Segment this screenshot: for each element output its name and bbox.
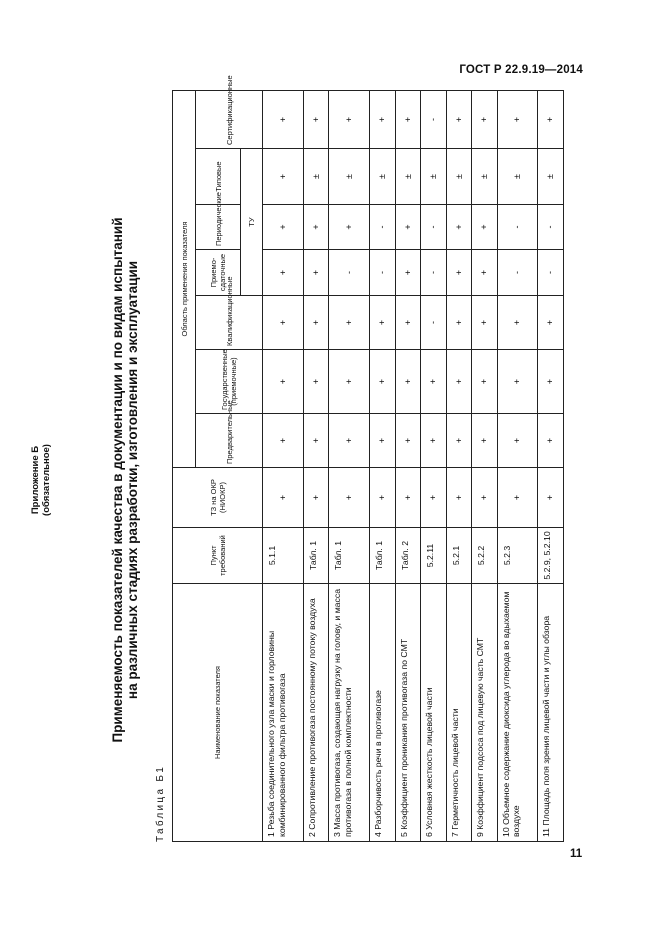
mark-certification: + (472, 90, 498, 148)
document-title-line-1: Применяемость показателей качества в документации и по видам испытаний (110, 217, 125, 743)
mark-acceptance: - (421, 250, 447, 296)
document-title-line-2: на различных стадиях разработки, изготовления и эксплуатации (125, 260, 140, 700)
mark-tz: + (395, 468, 421, 528)
header-application-area: Область применения показателя (173, 90, 196, 467)
mark-state: + (263, 350, 304, 414)
mark-tz: + (329, 468, 370, 528)
mark-periodic: + (303, 205, 329, 250)
mark-acceptance: - (329, 250, 370, 296)
mark-type: ± (329, 149, 370, 205)
clause-reference: 5.1.1 (263, 528, 304, 584)
page-header-standard: ГОСТ Р 22.9.19—2014 (459, 64, 583, 76)
table-row (263, 90, 304, 841)
table-row (538, 90, 564, 841)
header-preliminary: Предварительные (196, 414, 263, 468)
mark-preliminary: + (446, 414, 472, 468)
mark-state: + (421, 350, 447, 414)
mark-tz: + (263, 468, 304, 528)
table-row (446, 90, 472, 841)
mark-periodic: + (446, 205, 472, 250)
mark-qualification: - (421, 296, 447, 350)
mark-acceptance: + (395, 250, 421, 296)
indicator-name: 4 Разборчивость речи в противогазе (370, 584, 396, 842)
mark-qualification: + (497, 296, 538, 350)
mark-qualification: + (263, 296, 304, 350)
mark-acceptance: - (538, 250, 564, 296)
mark-preliminary: + (497, 414, 538, 468)
mark-acceptance: + (446, 250, 472, 296)
mark-type: ± (472, 149, 498, 205)
mark-preliminary: + (329, 414, 370, 468)
mark-type: ± (421, 149, 447, 205)
table-row (303, 90, 329, 841)
header-acceptance: Приемо-сдаточные (196, 250, 241, 296)
mark-periodic: - (421, 205, 447, 250)
clause-reference: 5.2.3 (497, 528, 538, 584)
mark-acceptance: + (263, 250, 304, 296)
landscape-content (30, 75, 590, 875)
header-indicator-name: Наименование показателя (173, 584, 263, 842)
mark-acceptance: - (497, 250, 538, 296)
mark-qualification: + (370, 296, 396, 350)
mark-certification: + (329, 90, 370, 148)
mark-tz: + (421, 468, 447, 528)
mark-qualification: + (395, 296, 421, 350)
table-row (472, 90, 498, 841)
mark-periodic: + (329, 205, 370, 250)
mark-periodic: + (395, 205, 421, 250)
header-tu: ТУ (241, 149, 263, 296)
mark-state: + (472, 350, 498, 414)
mark-type: ± (370, 149, 396, 205)
mark-certification: - (421, 90, 447, 148)
table-row (395, 90, 421, 841)
mark-qualification: + (538, 296, 564, 350)
mark-certification: + (497, 90, 538, 148)
mark-tz: + (370, 468, 396, 528)
page-number: 11 (570, 848, 583, 860)
indicator-name: 10 Объемное содержание диоксида углерода во вдыхаемом воздухе (497, 584, 538, 842)
mark-qualification: + (303, 296, 329, 350)
mark-type: ± (395, 149, 421, 205)
mark-tz: + (497, 468, 538, 528)
mark-periodic: + (263, 205, 304, 250)
mark-periodic: - (538, 205, 564, 250)
mark-tz: + (446, 468, 472, 528)
table-row (370, 90, 396, 841)
header-clause: Пункт требований (173, 528, 263, 584)
applicability-table (172, 75, 564, 842)
mark-qualification: + (446, 296, 472, 350)
mark-state: + (395, 350, 421, 414)
mark-tz: + (538, 468, 564, 528)
header-periodic: Периодические (196, 205, 241, 250)
mark-preliminary: + (472, 414, 498, 468)
mark-periodic: - (497, 205, 538, 250)
clause-reference: Табл. 1 (303, 528, 329, 584)
mark-tz: + (472, 468, 498, 528)
mark-preliminary: + (303, 414, 329, 468)
mark-certification: + (538, 90, 564, 148)
indicator-name: 3 Масса противогаза, создающая нагрузку на голову, и масса противогаза в полной комплектности (329, 584, 370, 842)
indicator-name: 5 Коэффициент проникания противогаза по СМТ (395, 584, 421, 842)
mark-periodic: + (472, 205, 498, 250)
mark-type: ± (538, 149, 564, 205)
mark-state: + (446, 350, 472, 414)
mark-acceptance: + (472, 250, 498, 296)
indicator-name: 11 Площадь поля зрения лицевой части и углы обзора (538, 584, 564, 842)
header-qualification: Квалификационные (196, 296, 263, 350)
clause-reference: Табл. 1 (370, 528, 396, 584)
header-tz: ТЗ на ОКР (НИОКР) (173, 468, 263, 528)
header-certification: Сертификационные (196, 90, 263, 148)
clause-reference: 5.2.2 (472, 528, 498, 584)
indicator-name: 6 Условная жесткость лицевой части (421, 584, 447, 842)
mark-certification: + (446, 90, 472, 148)
table-caption: Таблица Б1 (155, 764, 166, 842)
indicator-name: 1 Резьба соединительного узла маски и горловины комбинированного фильтра противогаза (263, 584, 304, 842)
mark-acceptance: - (370, 250, 396, 296)
table-row (421, 90, 447, 841)
mark-tz: + (303, 468, 329, 528)
mark-preliminary: + (421, 414, 447, 468)
appendix-heading (30, 85, 52, 875)
mark-state: + (329, 350, 370, 414)
mark-state: + (303, 350, 329, 414)
document-title (110, 85, 140, 875)
mark-qualification: + (472, 296, 498, 350)
mark-preliminary: + (263, 414, 304, 468)
appendix-note: (обязательное) (41, 444, 52, 516)
clause-reference: Табл. 2 (395, 528, 421, 584)
clause-reference: 5.2.1 (446, 528, 472, 584)
mark-type: + (263, 149, 304, 205)
clause-reference: Табл. 1 (329, 528, 370, 584)
header-state: Государственные (приемочные) (196, 350, 263, 414)
mark-certification: + (303, 90, 329, 148)
mark-type: ± (303, 149, 329, 205)
mark-certification: + (370, 90, 396, 148)
mark-state: + (538, 350, 564, 414)
mark-state: + (370, 350, 396, 414)
mark-qualification: + (329, 296, 370, 350)
mark-certification: + (395, 90, 421, 148)
indicator-name: 2 Сопротивление противогаза постоянному потоку воздуха (303, 584, 329, 842)
clause-reference: 5.2.9, 5.2.10 (538, 528, 564, 584)
table-row (497, 90, 538, 841)
mark-preliminary: + (538, 414, 564, 468)
mark-acceptance: + (303, 250, 329, 296)
mark-state: + (497, 350, 538, 414)
mark-preliminary: + (395, 414, 421, 468)
clause-reference: 5.2.11 (421, 528, 447, 584)
mark-certification: + (263, 90, 304, 148)
mark-periodic: - (370, 205, 396, 250)
mark-preliminary: + (370, 414, 396, 468)
indicator-name: 9 Коэффициент подсоса под лицевую часть СМТ (472, 584, 498, 842)
mark-type: ± (497, 149, 538, 205)
appendix-title: Приложение Б (30, 445, 41, 515)
table-row (329, 90, 370, 841)
header-type: Типовые (196, 149, 241, 205)
mark-type: ± (446, 149, 472, 205)
indicator-name: 7 Герметичность лицевой части (446, 584, 472, 842)
